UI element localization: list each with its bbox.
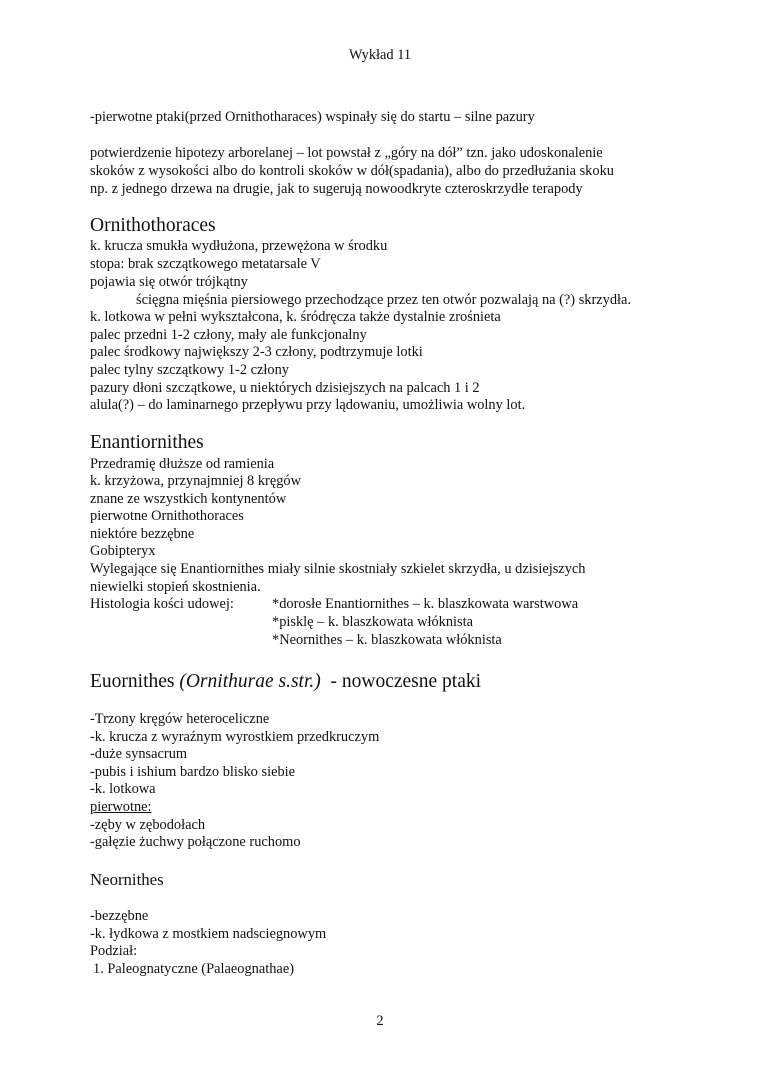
- enantio-line: niektóre bezzębne: [90, 526, 195, 542]
- enantio-line: niewielki stopień skostnienia.: [90, 579, 261, 595]
- section-heading-euornithes: [90, 671, 481, 693]
- primitive-line: -zęby w zębodołach: [90, 817, 206, 833]
- enantio-line: k. krzyżowa, przynajmniej 8 kręgów: [90, 473, 301, 489]
- ornitho-line: stopa: brak szczątkowego metatarsale V: [90, 256, 321, 272]
- intro-line-3: skoków z wysokości albo do kontroli skoków w dół(spadania), albo do przedłużania skoku: [90, 163, 614, 179]
- enantio-line: znane ze wszystkich kontynentów: [90, 491, 287, 507]
- enantio-line: Wylegające się Enantiornithes miały silnie skostniały szkielet skrzydła, u dzisiejszych: [90, 561, 586, 577]
- neornithes-line: Podział:: [90, 943, 138, 959]
- histology-item: *pisklę – k. blaszkowata włóknista: [272, 614, 474, 630]
- page-number: 2: [376, 1013, 384, 1029]
- page-header: Wykład 11: [348, 47, 412, 63]
- section-heading-enantiornithes: Enantiornithes: [90, 432, 204, 453]
- histology-item: *Neornithes – k. blaszkowata włóknista: [272, 632, 502, 648]
- euornithes-line: -Trzony kręgów heteroceliczne: [90, 711, 270, 727]
- euornithes-heading-italic: (Ornithurae s.str.): [179, 671, 321, 692]
- section-heading-ornithothoraces: Ornithothoraces: [90, 215, 216, 236]
- ornitho-line: k. krucza smukła wydłużona, przewężona w środku: [90, 238, 388, 254]
- euornithes-line: -k. krucza z wyraźnym wyrostkiem przedkruczym: [90, 729, 380, 745]
- section-heading-neornithes: Neornithes: [90, 870, 164, 889]
- neornithes-line: -k. łydkowa z mostkiem nadsciegnowym: [90, 926, 327, 942]
- list-item-text: Paleognatyczne (Palaeognathae): [107, 961, 294, 977]
- enantio-line: Przedramię dłuższe od ramienia: [90, 456, 275, 472]
- intro-line-1: -pierwotne ptaki(przed Ornithotharaces) wspinały się do startu – silne pazury: [90, 109, 535, 125]
- ornitho-line: palec przedni 1-2 człony, mały ale funkcjonalny: [90, 327, 367, 343]
- ornitho-line: pazury dłoni szczątkowe, u niektórych dzisiejszych na palcach 1 i 2: [90, 380, 480, 396]
- ornitho-line: palec środkowy największy 2-3 człony, podtrzymuje lotki: [90, 344, 423, 360]
- histology-item: *dorosłe Enantiornithes – k. blaszkowata warstwowa: [272, 596, 579, 612]
- euornithes-line: -pubis i ishium bardzo blisko siebie: [90, 764, 296, 780]
- euornithes-line: -duże synsacrum: [90, 746, 188, 762]
- intro-line-4: np. z jednego drzewa na drugie, jak to sugerują nowoodkryte czteroskrzydłe terapody: [90, 181, 583, 197]
- primitive-label: pierwotne:: [90, 799, 152, 815]
- histology-label: Histologia kości udowej:: [90, 596, 234, 612]
- primitive-line: -gałęzie żuchwy połączone ruchomo: [90, 834, 301, 850]
- ornitho-line: palec tylny szczątkowy 1-2 człony: [90, 362, 289, 378]
- euornithes-heading-rest: - nowoczesne ptaki: [320, 671, 482, 692]
- neornithes-line: -bezzębne: [90, 908, 149, 924]
- enantio-line: Gobipteryx: [90, 543, 156, 559]
- enantio-line: pierwotne Ornithothoraces: [90, 508, 244, 524]
- ornitho-line: alula(?) – do laminarnego przepływu przy lądowaniu, umożliwia wolny lot.: [90, 397, 526, 413]
- intro-line-2: potwierdzenie hipotezy arborelanej – lot powstał z „góry na dół” tzn. jako udoskonalenie: [90, 145, 603, 161]
- list-number: 1.: [93, 961, 104, 977]
- ornitho-line: pojawia się otwór trójkątny: [90, 274, 248, 290]
- numbered-list-item: [93, 961, 294, 979]
- euornithes-line: -k. lotkowa: [90, 781, 156, 797]
- ornitho-line: k. lotkowa w pełni wykształcona, k. śródręcza także dystalnie zrośnieta: [90, 309, 501, 325]
- euornithes-heading-main: Euornithes: [90, 671, 180, 692]
- ornitho-line-indented: ścięgna mięśnia piersiowego przechodzące przez ten otwór pozwalają na (?) skrzydła.: [136, 292, 632, 308]
